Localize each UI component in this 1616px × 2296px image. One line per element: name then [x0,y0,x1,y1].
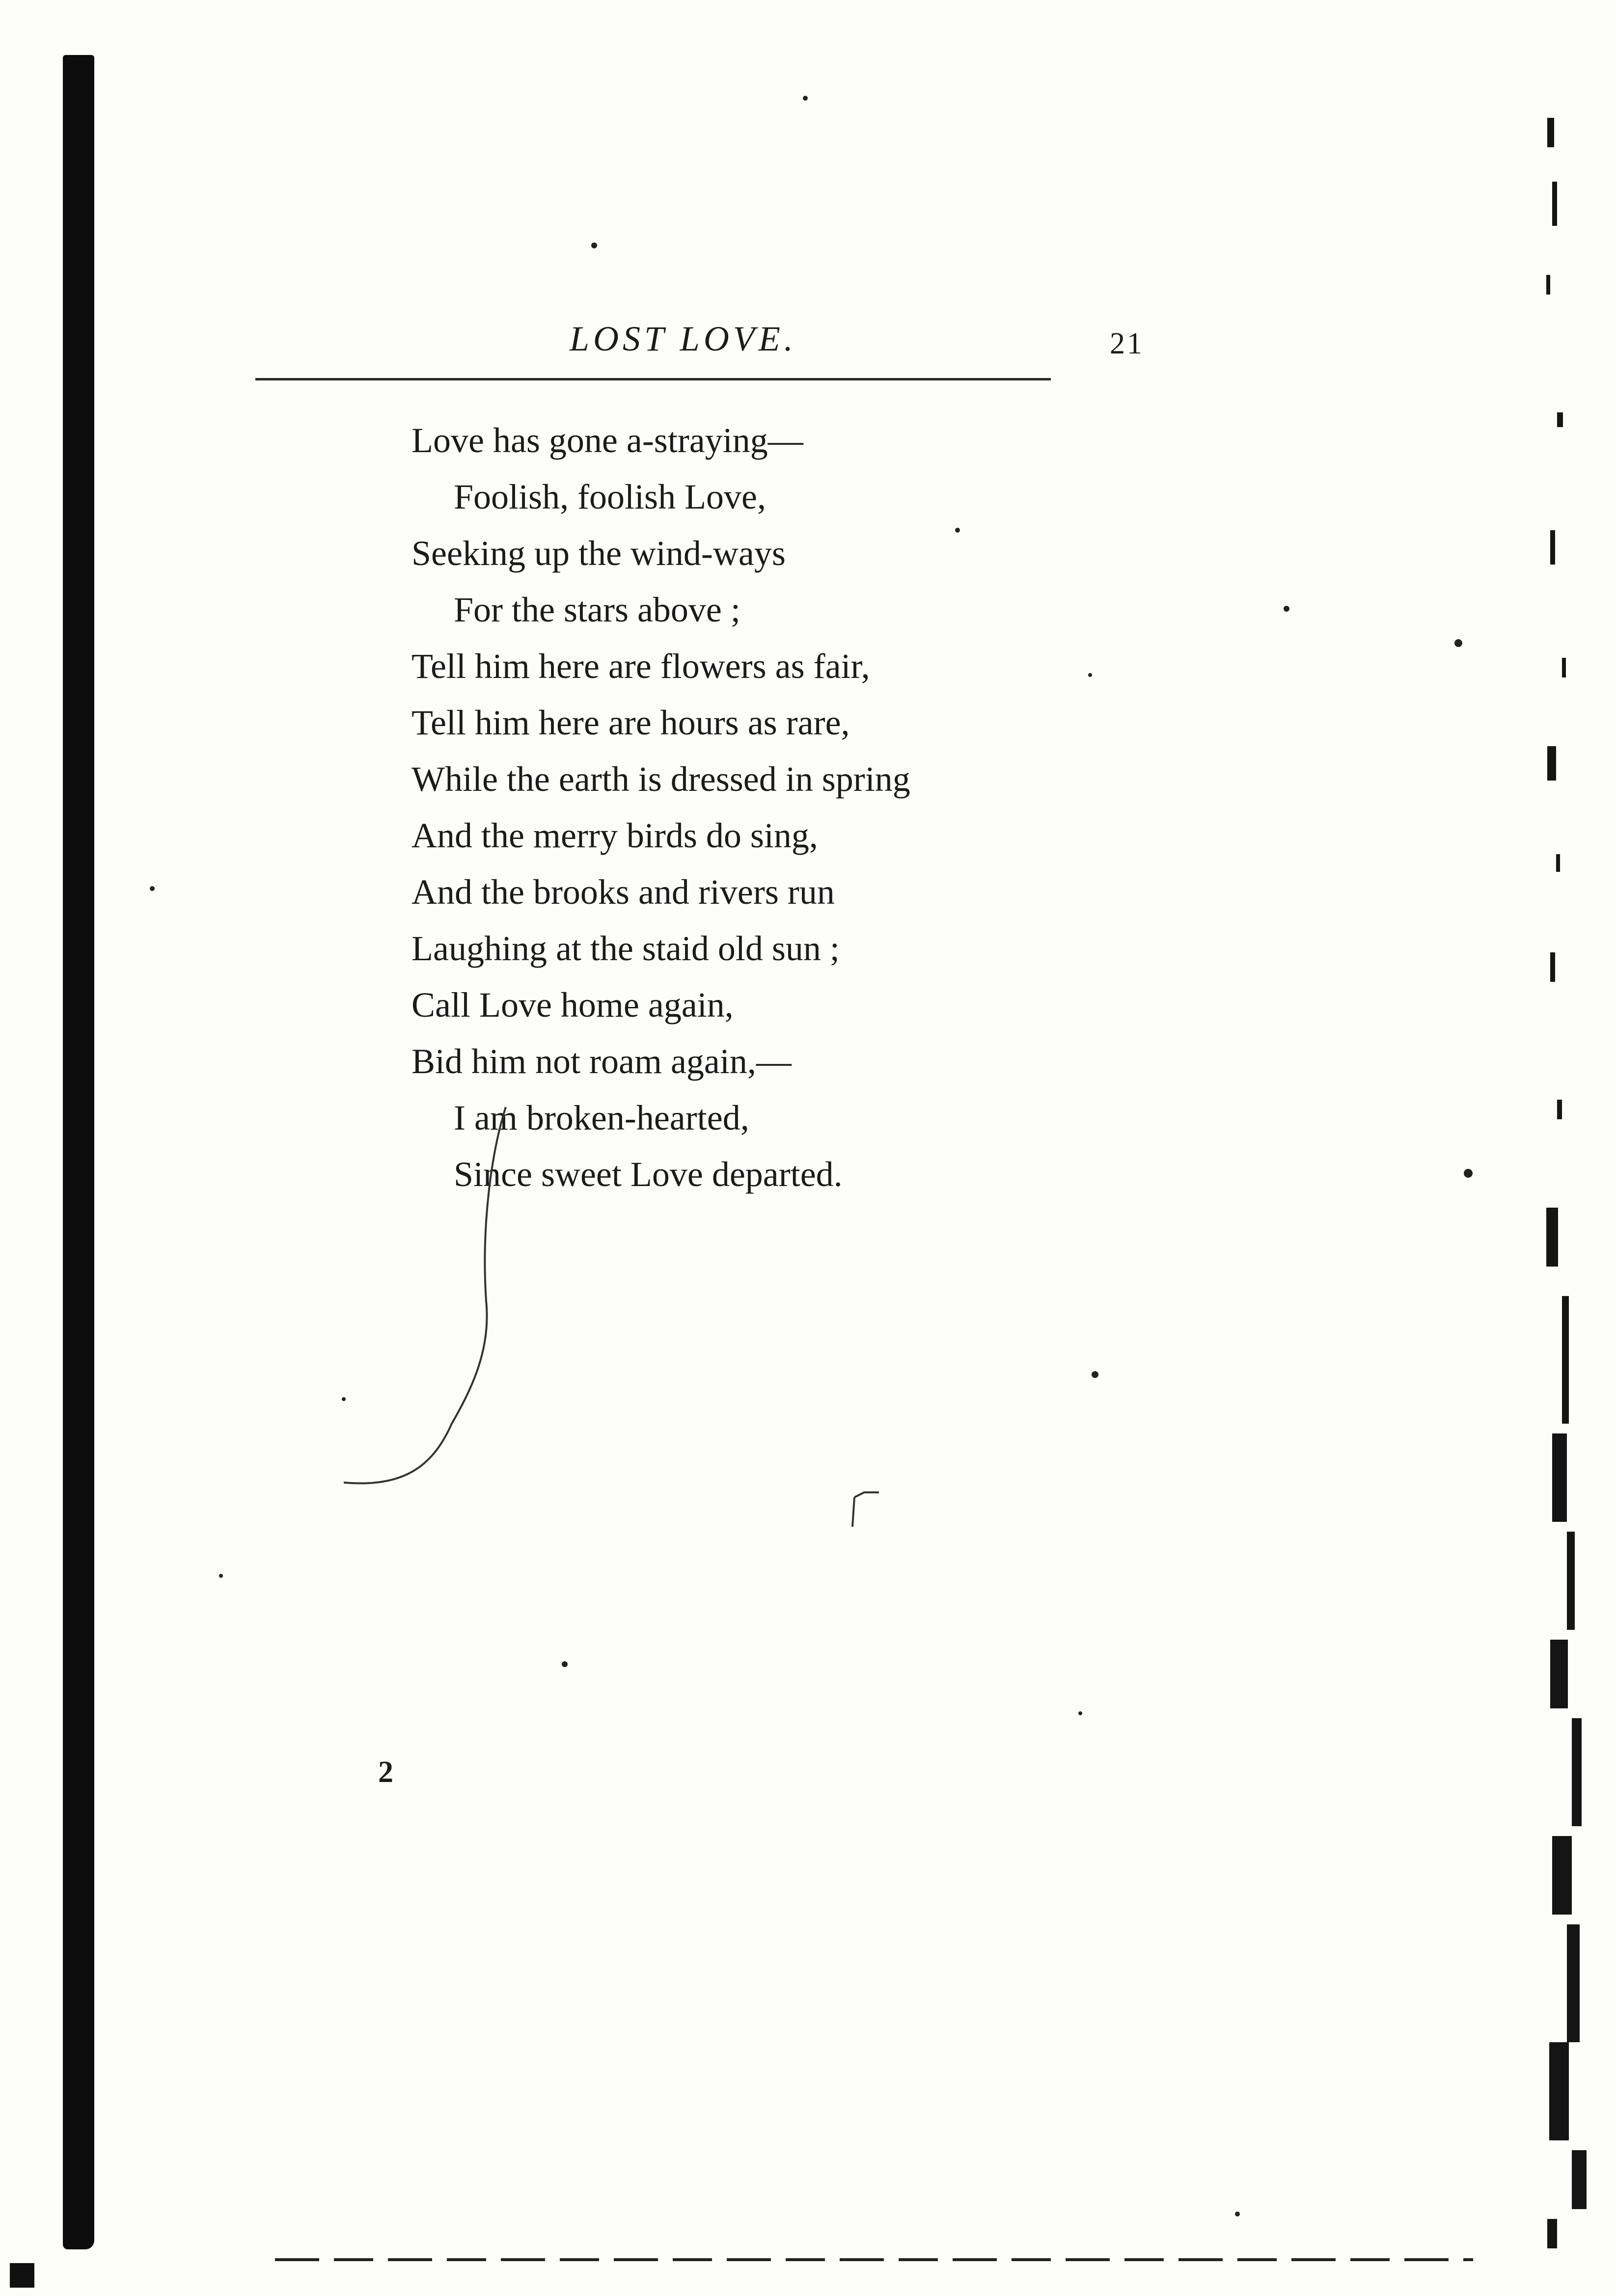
bottom-edge-rule [275,2258,1473,2261]
running-title: LOST LOVE. [570,319,797,358]
poem-line: Bid him not roam again,— [411,1042,792,1081]
poem-line: And the brooks and rivers run [411,872,835,912]
poem-line: Tell him here are hours as rare, [411,703,850,742]
poem-line: Since sweet Love departed. [454,1155,843,1194]
poem-line: Tell him here are flowers as fair, [411,647,870,686]
poem-line: Call Love home again, [411,985,734,1025]
signature-mark: 2 [378,1756,393,1789]
page-number: 21 [1110,327,1144,360]
poem-line: Foolish, foolish Love, [454,477,767,516]
poem-line: Seeking up the wind-ways [411,534,786,573]
poem-line: Laughing at the staid old sun ; [411,929,840,968]
poem-line: I am broken-hearted, [454,1098,749,1137]
poem-line: While the earth is dressed in spring [411,759,910,799]
poem-line: For the stars above ; [454,590,740,629]
corner-mark [10,2263,34,2288]
poem-line: And the merry birds do sing, [411,816,818,855]
poem-line: Love has gone a-straying— [411,421,803,460]
